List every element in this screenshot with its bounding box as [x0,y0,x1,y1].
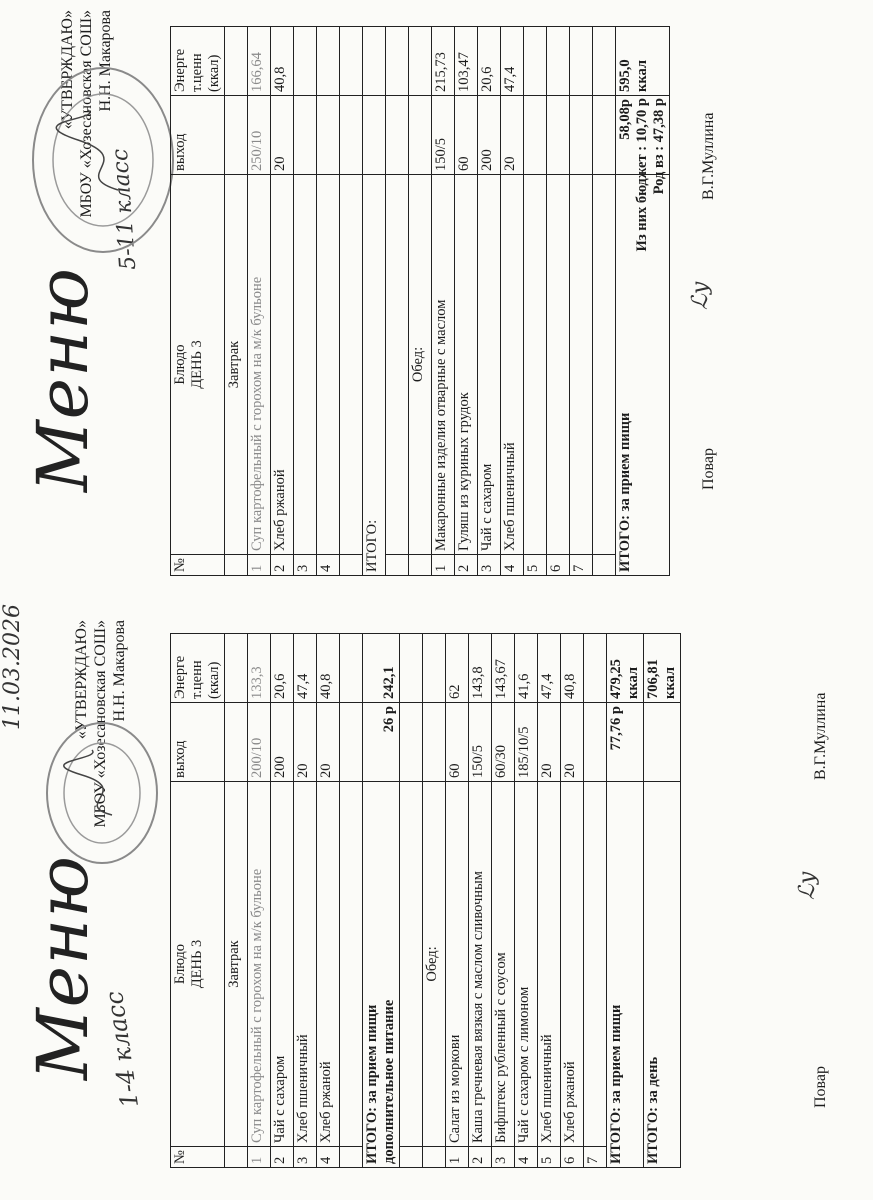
date-note: 11.03.2026 [0,604,25,730]
header-dish-label: Блюдо [172,344,188,385]
row-energy: 47,4 [501,27,524,96]
table-row [524,27,547,576]
row-dish: Хлеб пшеничный [538,782,561,1147]
cook-name: В.Г.Муллина [700,112,717,200]
row-energy: 40,8 [561,634,584,703]
row-dish [524,175,547,555]
row-energy: 133,3 [248,634,271,703]
row-number: 2 [271,1147,294,1168]
row-energy: 20,6 [478,27,501,96]
table-row [584,634,607,1168]
row-dish [584,782,607,1147]
approval-line1: «УТВЕРЖДАЮ» [73,620,90,740]
row-energy: 215,73 [432,27,455,96]
lunch-total-energy-unit: ккал [625,666,641,699]
row-number: 3 [492,1147,515,1168]
row-energy [317,27,340,96]
row-dish [547,175,570,555]
row-output: 20 [271,96,294,175]
row-dish: Каша гречневая вязкая с маслом сливочным [469,782,492,1147]
lunch-total-label: ИТОГО: за прием пищи [607,782,644,1168]
row-output: 200 [271,703,294,782]
row-output [524,96,547,175]
row-number: 7 [584,1147,607,1168]
table-row [317,27,340,576]
header-energy-1: Энерге [172,48,188,92]
school-stamp [28,60,178,260]
row-energy: 40,8 [271,27,294,96]
section-breakfast: Завтрак [225,175,248,555]
section-lunch: Обед: [409,175,432,555]
breakfast-total-energy: 242,1 [363,634,400,703]
row-dish: Хлеб пшеничный [501,175,524,555]
approval-line1: «УТВЕРЖДАЮ» [59,10,76,130]
day-total-energy-unit: ккал [662,666,678,699]
row-output: 60 [455,96,478,175]
row-output: 20 [501,96,524,175]
cook-name: В.Г.Муллина [812,692,829,780]
breakfast-total-line2: дополнительное питание [381,999,397,1164]
row-output: 20 [561,703,584,782]
breakfast-total-price: 26 р [363,703,400,782]
table-row [515,634,538,1168]
header-energy-2: т.ценн [189,660,205,699]
cook-signature: ℒy [795,871,820,900]
row-energy: 20,6 [271,634,294,703]
row-dish: Гуляш из куриных грудок [455,175,478,555]
row-number: 1 [446,1147,469,1168]
table-row [538,634,561,1168]
row-energy: 62 [446,634,469,703]
table-row [248,27,271,576]
table-row [294,634,317,1168]
header-num: № [171,1147,225,1168]
cook-label: Повар [812,1066,829,1108]
row-output: 60 [446,703,469,782]
row-output [317,96,340,175]
row-energy: 47,4 [538,634,561,703]
table-row [570,27,593,576]
row-output: 20 [317,703,340,782]
table-row [492,634,515,1168]
row-number: 5 [524,555,547,576]
row-energy [584,634,607,703]
day-total-energy-value: 706,81 [645,659,661,699]
header-dish [171,175,225,555]
row-energy: 40,8 [317,634,340,703]
row-dish [317,175,340,555]
approval-line3: Н.Н. Макарова [97,10,114,112]
header-day: ДЕНЬ 3 [189,939,205,989]
header-energy [171,27,225,96]
row-dish: Суп картофельный с горохом на м/к бульоне [248,782,271,1147]
approval-line2: МБОУ «Хозесановская СОШ» [92,620,109,828]
row-energy [524,27,547,96]
row-energy: 143,8 [469,634,492,703]
header-output: выход [171,703,225,782]
header-energy-3: (ккал) [206,661,222,699]
row-number: 4 [501,555,524,576]
budget-line: Из них бюджет : 10,70 р [634,98,650,252]
lunch-total-energy-unit: ккал [634,59,650,92]
header-dish-label: Блюдо [172,943,188,985]
row-dish: Хлеб ржаной [561,782,584,1147]
row-number: 1 [248,1147,271,1168]
row-number: 2 [271,555,294,576]
section-lunch: Обед: [423,782,446,1147]
table-row [446,634,469,1168]
table-row [547,27,570,576]
header-energy-1: Энерге [172,655,188,699]
school-stamp [42,715,162,870]
row-dish: Бифштекс рубленный с соусом [492,782,515,1147]
approval-line3: Н.Н. Макарова [111,620,128,722]
row-dish: Суп картофельный с горохом на м/к бульоне [248,175,271,555]
row-number: 5 [538,1147,561,1168]
lunch-total-label-text: ИТОГО: за прием пищи [617,412,633,572]
menu-table [170,26,670,576]
row-energy [294,27,317,96]
lunch-total-energy [616,27,670,96]
row-number: 6 [547,555,570,576]
row-dish: Хлеб ржаной [271,175,294,555]
day-total-energy [644,634,681,703]
row-energy: 166,64 [248,27,271,96]
row-number: 4 [317,1147,340,1168]
breakfast-total-line1: ИТОГО: за прием пищи [364,1004,380,1164]
row-number: 4 [317,555,340,576]
lunch-total-price: 77,76 р [607,703,644,782]
row-number: 1 [432,555,455,576]
row-output: 20 [294,703,317,782]
header-output: выход [171,96,225,175]
lunch-total-energy-value: 479,25 [608,659,624,699]
row-energy [570,27,593,96]
table-row [455,27,478,576]
row-output [547,96,570,175]
header-energy-2: т.ценн [189,53,205,92]
row-number: 2 [455,555,478,576]
row-number: 1 [248,555,271,576]
table-row [248,634,271,1168]
table-row [501,27,524,576]
row-output [584,703,607,782]
breakfast-total-label [363,782,400,1168]
row-output: 150/5 [469,703,492,782]
row-number: 3 [478,555,501,576]
header-day: ДЕНЬ 3 [189,340,205,389]
row-energy: 47,4 [294,634,317,703]
row-number: 4 [515,1147,538,1168]
table-row [294,27,317,576]
row-number: 3 [294,555,317,576]
row-number: 2 [469,1147,492,1168]
table-row [271,634,294,1168]
row-dish: Макаронные изделия отварные с маслом [432,175,455,555]
cook-label: Повар [700,448,717,490]
row-dish: Хлеб пшеничный [294,782,317,1147]
class-note: 1-4 класс [99,989,145,1110]
row-number: 3 [294,1147,317,1168]
row-output: 200 [478,96,501,175]
row-energy: 143,67 [492,634,515,703]
row-output: 20 [538,703,561,782]
menu-grade-1-4 [0,600,873,1200]
row-dish: Чай с сахаром [271,782,294,1147]
row-energy: 103,47 [455,27,478,96]
row-output: 250/10 [248,96,271,175]
row-output [294,96,317,175]
row-output: 200/10 [248,703,271,782]
header-energy-3: (ккал) [206,54,222,92]
header-dish [171,782,225,1147]
row-energy: 41,6 [515,634,538,703]
row-output: 150/5 [432,96,455,175]
table-row [469,634,492,1168]
row-dish: Салат из моркови [446,782,469,1147]
table-row [432,27,455,576]
menu-title: Меню [22,855,104,1080]
day-total-label: ИТОГО: за день [644,782,681,1168]
row-output [570,96,593,175]
menu-table [170,633,681,1168]
class-note: 5-11 класс [107,147,142,271]
row-dish: Хлеб ржаной [317,782,340,1147]
table-row [317,634,340,1168]
section-breakfast: Завтрак [225,782,248,1147]
table-row [561,634,584,1168]
cook-signature: ℒy [688,281,713,310]
lunch-total-energy-value: 595,0 [617,59,633,92]
row-output: 185/10/5 [515,703,538,782]
row-dish [294,175,317,555]
header-energy [171,634,225,703]
row-number: 6 [561,1147,584,1168]
header-num: № [171,555,225,576]
lunch-total-energy [607,634,644,703]
row-dish: Чай с сахаром [478,175,501,555]
approval-line2: МБОУ «Хозесановская СОШ» [78,10,95,218]
table-row [478,27,501,576]
table-row [271,27,294,576]
menu-title: Меню [22,267,104,492]
row-output: 60/30 [492,703,515,782]
lunch-total-price: 58,08р [616,96,670,175]
row-dish: Чай с сахаром с лимоном [515,782,538,1147]
breakfast-total-label: ИТОГО: [363,175,386,576]
row-dish [570,175,593,555]
parent-payment-line: Род вз : 47,38 р [651,98,667,195]
row-number: 7 [570,555,593,576]
row-energy [547,27,570,96]
